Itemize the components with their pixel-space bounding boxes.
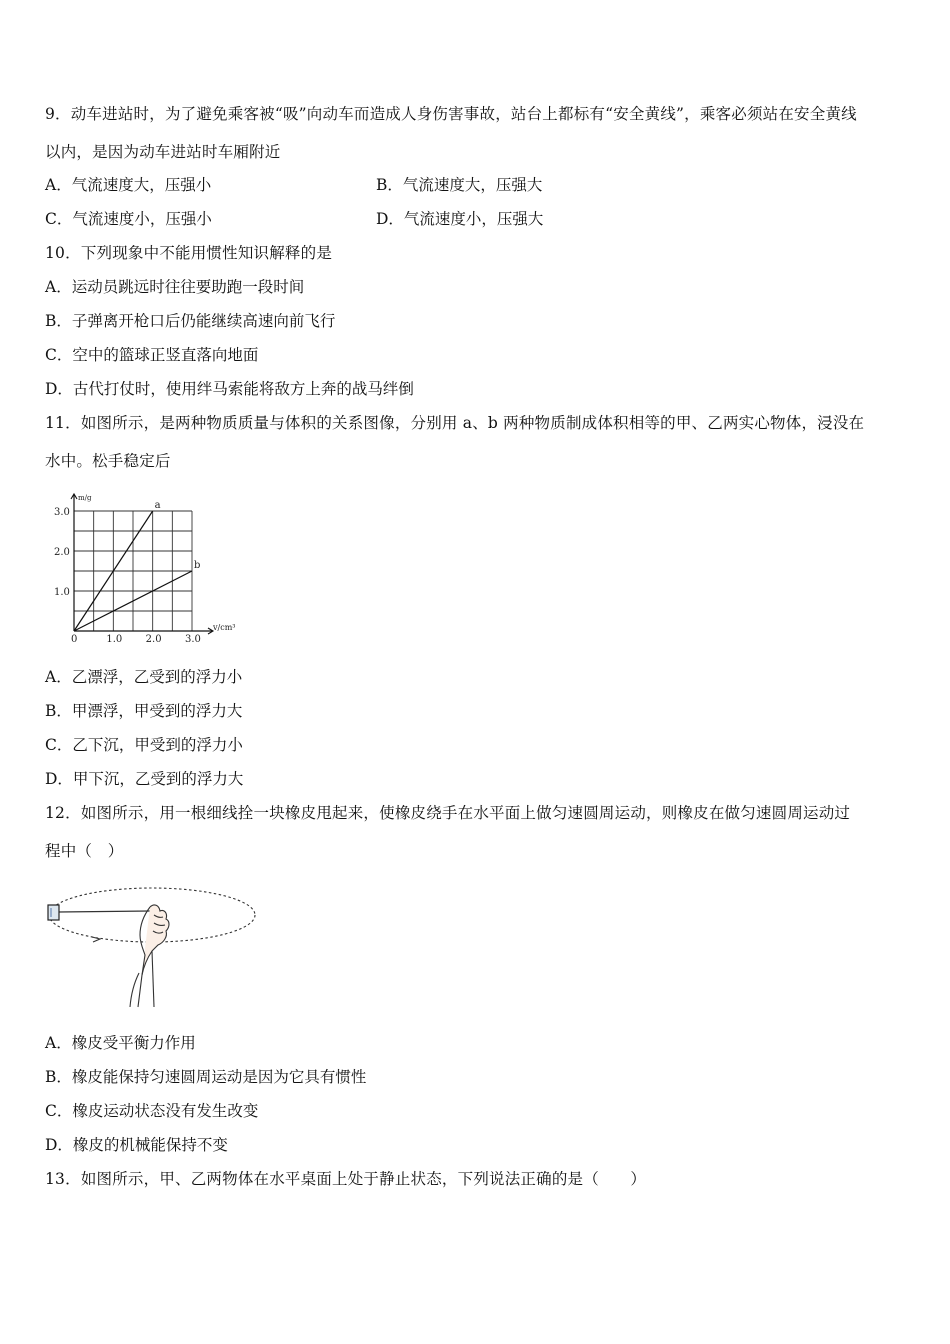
chart-grid [74,511,192,631]
q11-option-d[interactable]: D．甲下沉，乙受到的浮力大 [45,770,244,788]
q9-option-b[interactable]: B．气流速度大，压强大 [376,176,543,194]
q10-option-b[interactable]: B．子弹离开枪口后仍能继续高速向前飞行 [45,312,336,330]
hand-icon [130,905,169,1007]
x-tick-label: 3.0 [185,634,201,645]
mass-volume-chart [45,490,245,645]
eraser-circular-motion-figure [42,885,264,1010]
y-tick-label: 2.0 [54,547,70,558]
q11-stem-line1: 11．如图所示，是两种物质质量与体积的关系图像，分别用 a、b 两种物质制成体积相等的甲、乙两实心物体，浸没在 [45,414,865,432]
q10-option-c[interactable]: C．空中的篮球正竖直落向地面 [45,346,259,364]
y-tick-label: 3.0 [54,507,70,518]
eraser [48,905,59,920]
x-axis-label: v/cm³ [213,623,236,632]
x-tick-label: 1.0 [106,634,123,645]
direction-arrow-icon [92,937,100,942]
q11-option-a[interactable]: A．乙漂浮，乙受到的浮力小 [45,668,243,686]
series-label-a: a [154,500,161,511]
y-axis-label: m/g [78,494,92,502]
q11-option-b[interactable]: B．甲漂浮，甲受到的浮力大 [45,702,243,720]
q10-stem: 10．下列现象中不能用惯性知识解释的是 [45,244,333,262]
q10-option-d[interactable]: D．古代打仗时，使用绊马索能将敌方上奔的战马绊倒 [45,380,414,398]
q9-option-a[interactable]: A．气流速度大，压强小 [45,176,212,194]
chart-ticks [54,507,201,645]
q12-stem-line1: 12．如图所示，用一根细线拴一块橡皮甩起来，使橡皮绕手在水平面上做匀速圆周运动，则橡皮在做匀速圆周运动过 [45,804,851,822]
string [58,911,150,912]
q12-option-a[interactable]: A．橡皮受平衡力作用 [45,1034,196,1052]
q9-stem-line1: 9．动车进站时，为了避免乘客被“吸”向动车而造成人身伤害事故，站台上都标有“安全黄线”，乘客必须站在安全黄线 [45,105,857,123]
series-label-b: b [194,560,201,571]
y-tick-label: 1.0 [54,587,70,598]
q12-stem-line2: 程中（ ） [45,842,124,860]
q12-option-d[interactable]: D．橡皮的机械能保持不变 [45,1136,228,1154]
q9-option-d[interactable]: D．气流速度小，压强大 [376,210,544,228]
q9-option-c[interactable]: C．气流速度小，压强小 [45,210,212,228]
q10-option-a[interactable]: A．运动员跳远时往往要助跑一段时间 [45,278,305,296]
q11-option-c[interactable]: C．乙下沉，甲受到的浮力小 [45,736,243,754]
q11-stem-line2: 水中。松手稳定后 [45,452,171,470]
q9-stem-line2: 以内，是因为动车进站时车厢附近 [45,143,281,161]
q12-option-c[interactable]: C．橡皮运动状态没有发生改变 [45,1102,259,1120]
x-tick-label: 0 [71,634,78,645]
q13-stem: 13．如图所示，甲、乙两物体在水平桌面上处于静止状态，下列说法正确的是（ ） [45,1170,647,1188]
x-tick-label: 2.0 [145,634,162,645]
q12-option-b[interactable]: B．橡皮能保持匀速圆周运动是因为它具有惯性 [45,1068,367,1086]
